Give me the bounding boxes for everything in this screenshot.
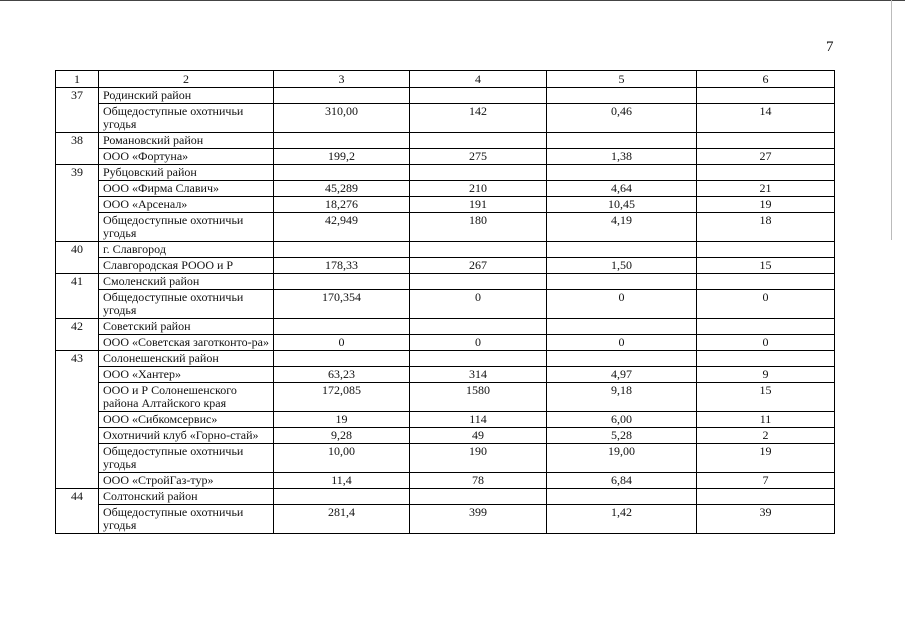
hunting-grounds-table	[55, 70, 835, 534]
column-4-value: 49	[410, 428, 547, 444]
district-number: 42	[56, 319, 99, 351]
header-cell: 4	[410, 71, 547, 88]
table-row	[56, 444, 835, 473]
organization-name: Общедоступные охотничьи угодья	[99, 213, 274, 242]
empty-cell	[274, 88, 410, 104]
column-6-value: 39	[697, 505, 835, 534]
empty-cell	[697, 351, 835, 367]
column-5-value: 19,00	[547, 444, 697, 473]
district-name: г. Славгород	[99, 242, 274, 258]
table-row	[56, 258, 835, 274]
district-name: Романовский район	[99, 133, 274, 149]
district-name: Родинский район	[99, 88, 274, 104]
district-number: 40	[56, 242, 99, 274]
column-6-value: 2	[697, 428, 835, 444]
empty-cell	[697, 274, 835, 290]
column-number-row	[56, 71, 835, 88]
district-row	[56, 489, 835, 505]
empty-cell	[274, 274, 410, 290]
district-number: 44	[56, 489, 99, 534]
organization-name: ООО «Фирма Славич»	[99, 181, 274, 197]
column-4-value: 1580	[410, 383, 547, 412]
empty-cell	[410, 133, 547, 149]
column-6-value: 0	[697, 290, 835, 319]
organization-name: ООО и Р Солонешенского района Алтайского края	[99, 383, 274, 412]
column-6-value: 15	[697, 383, 835, 412]
district-number: 37	[56, 88, 99, 133]
column-5-value: 1,42	[547, 505, 697, 534]
table-row	[56, 197, 835, 213]
organization-name: Общедоступные охотничьи угодья	[99, 104, 274, 133]
page-number: 7	[826, 39, 834, 55]
scan-edge-mark	[891, 0, 892, 240]
empty-cell	[697, 133, 835, 149]
district-row	[56, 133, 835, 149]
column-3-value: 310,00	[274, 104, 410, 133]
empty-cell	[547, 319, 697, 335]
column-4-value: 314	[410, 367, 547, 383]
empty-cell	[410, 351, 547, 367]
column-6-value: 7	[697, 473, 835, 489]
header-cell: 5	[547, 71, 697, 88]
column-5-value: 4,64	[547, 181, 697, 197]
table-row	[56, 335, 835, 351]
header-cell: 6	[697, 71, 835, 88]
organization-name: ООО «Сибкомсервис»	[99, 412, 274, 428]
organization-name: Охотничий клуб «Горно-стай»	[99, 428, 274, 444]
column-4-value: 190	[410, 444, 547, 473]
district-name: Рубцовский район	[99, 165, 274, 181]
column-4-value: 0	[410, 290, 547, 319]
column-5-value: 4,97	[547, 367, 697, 383]
empty-cell	[274, 319, 410, 335]
column-6-value: 0	[697, 335, 835, 351]
column-4-value: 78	[410, 473, 547, 489]
organization-name: ООО «Советская заготконто-ра»	[99, 335, 274, 351]
empty-cell	[274, 242, 410, 258]
empty-cell	[410, 319, 547, 335]
organization-name: ООО «Арсенал»	[99, 197, 274, 213]
district-name: Советский район	[99, 319, 274, 335]
empty-cell	[410, 489, 547, 505]
organization-name: Славгородская РООО и Р	[99, 258, 274, 274]
table-row	[56, 473, 835, 489]
column-5-value: 0	[547, 335, 697, 351]
empty-cell	[410, 242, 547, 258]
column-3-value: 10,00	[274, 444, 410, 473]
district-number: 43	[56, 351, 99, 489]
column-3-value: 199,2	[274, 149, 410, 165]
column-3-value: 63,23	[274, 367, 410, 383]
column-3-value: 281,4	[274, 505, 410, 534]
column-3-value: 11,4	[274, 473, 410, 489]
column-4-value: 191	[410, 197, 547, 213]
column-5-value: 6,84	[547, 473, 697, 489]
organization-name: Общедоступные охотничьи угодья	[99, 505, 274, 534]
district-number: 39	[56, 165, 99, 242]
table-row	[56, 412, 835, 428]
table-row	[56, 181, 835, 197]
column-5-value: 6,00	[547, 412, 697, 428]
empty-cell	[274, 165, 410, 181]
header-cell: 2	[99, 71, 274, 88]
column-6-value: 18	[697, 213, 835, 242]
district-row	[56, 319, 835, 335]
empty-cell	[274, 133, 410, 149]
column-4-value: 0	[410, 335, 547, 351]
district-number: 38	[56, 133, 99, 165]
organization-name: Общедоступные охотничьи угодья	[99, 444, 274, 473]
table-row	[56, 383, 835, 412]
organization-name: Общедоступные охотничьи угодья	[99, 290, 274, 319]
column-5-value: 5,28	[547, 428, 697, 444]
empty-cell	[697, 319, 835, 335]
column-3-value: 178,33	[274, 258, 410, 274]
column-3-value: 45,289	[274, 181, 410, 197]
district-name: Смоленский район	[99, 274, 274, 290]
column-6-value: 27	[697, 149, 835, 165]
column-3-value: 170,354	[274, 290, 410, 319]
empty-cell	[410, 88, 547, 104]
column-3-value: 18,276	[274, 197, 410, 213]
empty-cell	[697, 242, 835, 258]
empty-cell	[547, 274, 697, 290]
column-6-value: 19	[697, 197, 835, 213]
column-5-value: 0,46	[547, 104, 697, 133]
header-cell: 1	[56, 71, 99, 88]
column-5-value: 4,19	[547, 213, 697, 242]
table-row	[56, 104, 835, 133]
column-3-value: 19	[274, 412, 410, 428]
top-border-line	[0, 0, 905, 1]
table-row	[56, 367, 835, 383]
column-3-value: 0	[274, 335, 410, 351]
table-row	[56, 290, 835, 319]
column-5-value: 10,45	[547, 197, 697, 213]
organization-name: ООО «Фортуна»	[99, 149, 274, 165]
empty-cell	[697, 489, 835, 505]
empty-cell	[410, 165, 547, 181]
column-4-value: 142	[410, 104, 547, 133]
empty-cell	[547, 165, 697, 181]
empty-cell	[547, 351, 697, 367]
column-6-value: 9	[697, 367, 835, 383]
organization-name: ООО «СтройГаз-тур»	[99, 473, 274, 489]
table-row	[56, 213, 835, 242]
district-row	[56, 88, 835, 104]
district-row	[56, 274, 835, 290]
table-row	[56, 428, 835, 444]
district-name: Солонешенский район	[99, 351, 274, 367]
column-4-value: 267	[410, 258, 547, 274]
district-row	[56, 165, 835, 181]
organization-name: ООО «Хантер»	[99, 367, 274, 383]
column-4-value: 180	[410, 213, 547, 242]
district-row	[56, 351, 835, 367]
column-6-value: 14	[697, 104, 835, 133]
table-row	[56, 149, 835, 165]
empty-cell	[697, 88, 835, 104]
column-5-value: 9,18	[547, 383, 697, 412]
empty-cell	[547, 88, 697, 104]
column-5-value: 1,38	[547, 149, 697, 165]
empty-cell	[547, 133, 697, 149]
empty-cell	[274, 489, 410, 505]
empty-cell	[547, 242, 697, 258]
column-3-value: 9,28	[274, 428, 410, 444]
empty-cell	[274, 351, 410, 367]
column-5-value: 0	[547, 290, 697, 319]
column-4-value: 114	[410, 412, 547, 428]
column-6-value: 19	[697, 444, 835, 473]
column-4-value: 399	[410, 505, 547, 534]
empty-cell	[410, 274, 547, 290]
district-row	[56, 242, 835, 258]
column-3-value: 172,085	[274, 383, 410, 412]
table-row	[56, 505, 835, 534]
column-5-value: 1,50	[547, 258, 697, 274]
header-cell: 3	[274, 71, 410, 88]
column-6-value: 21	[697, 181, 835, 197]
empty-cell	[697, 165, 835, 181]
column-6-value: 11	[697, 412, 835, 428]
column-3-value: 42,949	[274, 213, 410, 242]
district-name: Солтонский район	[99, 489, 274, 505]
district-number: 41	[56, 274, 99, 319]
column-4-value: 210	[410, 181, 547, 197]
column-4-value: 275	[410, 149, 547, 165]
empty-cell	[547, 489, 697, 505]
column-6-value: 15	[697, 258, 835, 274]
